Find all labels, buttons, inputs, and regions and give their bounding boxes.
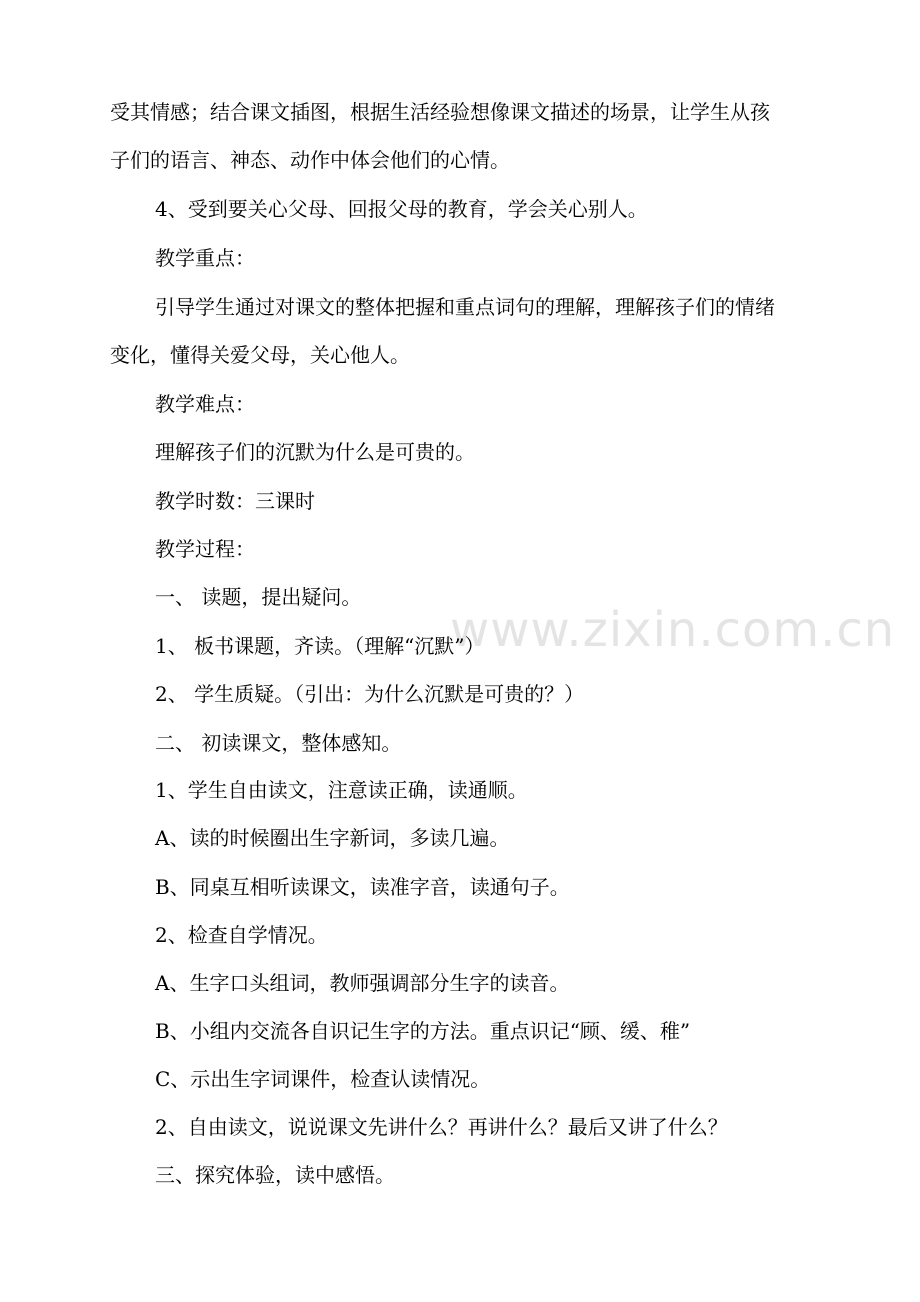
list-item: 1、 板书课题，齐读。（理解“沉默”） <box>155 634 485 658</box>
list-item: 2、 学生质疑。（引出：为什么沉默是可贵的？） <box>155 682 585 706</box>
section-heading: 教学时数：三课时 <box>155 489 315 513</box>
list-item: C、示出生字词课件，检查认读情况。 <box>155 1067 491 1091</box>
watermark: www.zixin.com.cn <box>450 602 896 658</box>
section-heading: 教学难点： <box>155 392 255 416</box>
list-item: 二、 初读课文，整体感知。 <box>155 731 402 755</box>
list-item: 1、学生自由读文，注意读正确，读通顺。 <box>155 778 528 802</box>
list-item: B、同桌互相听读课文，读准字音，读通句子。 <box>155 875 570 899</box>
list-item: B、小组内交流各自识记生字的方法。重点识记“顾、缓、稚” <box>155 1019 691 1043</box>
section-heading: 教学过程： <box>155 537 255 561</box>
list-item: 一、 读题，提出疑问。 <box>155 585 362 609</box>
body-line: 理解孩子们的沉默为什么是可贵的。 <box>155 440 475 464</box>
list-item: A、读的时候圈出生字新词，多读几遍。 <box>155 826 510 850</box>
list-item: 4、受到要关心父母、回报父母的教育，学会关心别人。 <box>155 197 648 221</box>
list-item: 三、探究体验，读中感悟。 <box>155 1163 395 1187</box>
body-line: 子们的语言、神态、动作中体会他们的心情。 <box>110 148 510 172</box>
body-line: 引导学生通过对课文的整体把握和重点词句的理解，理解孩子们的情绪 <box>155 295 775 319</box>
list-item: 2、检查自学情况。 <box>155 923 328 947</box>
body-line: 变化，懂得关爱父母，关心他人。 <box>110 343 410 367</box>
section-heading: 教学重点： <box>155 246 255 270</box>
body-line: 受其情感；结合课文插图，根据生活经验想像课文描述的场景，让学生从孩 <box>110 100 770 124</box>
list-item: 2、自由读文，说说课文先讲什么？再讲什么？最后又讲了什么？ <box>155 1115 728 1139</box>
list-item: A、生字口头组词，教师强调部分生字的读音。 <box>155 971 570 995</box>
